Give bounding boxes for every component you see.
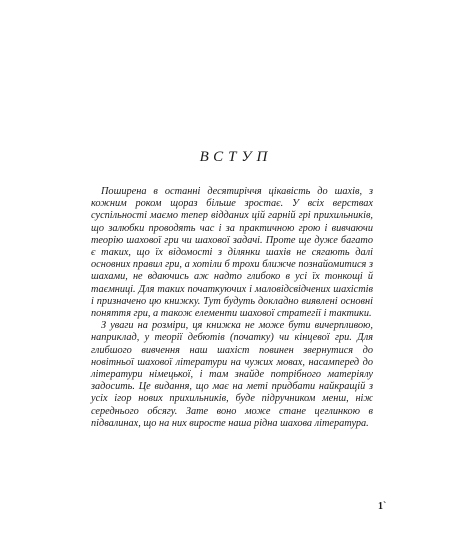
- intro-text: [91, 186, 373, 430]
- page-number: 1`: [378, 501, 387, 512]
- chapter-heading: ВСТУП: [199, 149, 273, 165]
- paragraph-2: З уваги на розміри, ця книжка не може бути вичерпливою, наприклад, у теорії дебютів (початку) чи кінцевої гри. Для глибшого вивчення наш шахіст повинен звернутися до новітньої шахової літератури на чужих мовах, насамперед до літератури німецької, і там знайде потрібного матеріялу задосить. Це видання, що має на меті придбати найкращій з усіх ігор нових прихильників, буде підручником менш, ніж середнього обсягу. Зате воно може стане цеглинкою в підвалинах, що на них виросте наша рідна шахова література.: [91, 320, 373, 429]
- paragraph-1: Поширена в останні десятиріччя цікавість до шахів, з кожним роком щораз більше зростає. У всіх верствах суспільності маємо тепер відданих цій гарній грі прихильників, що залюбки проводять час і за практичною грою і вивчаючи теорію шахової гри чи шахової задачі. Проте ще дуже багато є таких, що їх відомості з ділянки шахів не сягають далі основних правил гри, а хотіли б трохи ближче познайомитися з шахами, не вдаючись аж надто глибоко в усі їх тонкощі й таємниці. Для таких початкуючих і маловідсвідчених шахістів і призначено цю книжку. Тут будуть докладно виявлені основні поняття гри, а також елементи шахової стратегії і тактики.: [91, 186, 373, 320]
